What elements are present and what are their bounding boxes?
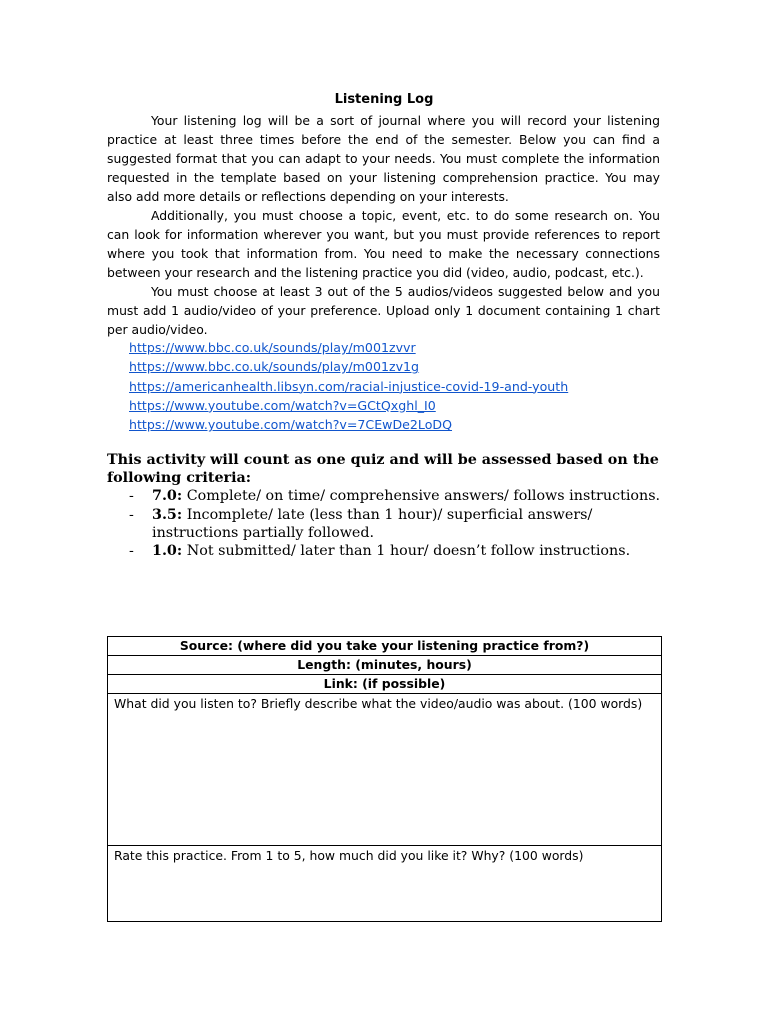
criteria-heading: This activity will count as one quiz and will be assessed based on the following criteria: [107,452,659,487]
link-youtube-2[interactable]: https://www.youtube.com/watch?v=7CEwDe2LoDQ [129,417,453,433]
criteria-list [107,487,667,560]
list-dash: - [129,543,134,560]
criteria-item [107,542,667,560]
list-dash: - [129,506,134,523]
intro-text [107,111,660,339]
source-cell: Source: (where did you take your listening practice from?) [108,637,662,656]
link-bbc-m001zv1g[interactable]: https://www.bbc.co.uk/sounds/play/m001zv1g [129,359,420,375]
document-title: Listening Log [334,92,434,107]
link-americanhealth[interactable]: https://americanhealth.libsyn.com/racial-injustice-covid-19-and-youth [129,378,569,394]
criteria-text: Incomplete/ late (less than 1 hour)/ superficial answers/ instructions partially followed. [152,506,593,541]
list-dash: - [129,488,134,505]
listening-log-table [107,636,662,922]
length-cell: Length: (minutes, hours) [108,656,662,675]
link-youtube-1[interactable]: https://www.youtube.com/watch?v=GCtQxghl_I0 [129,397,436,413]
intro-paragraph: Your listening log will be a sort of journal where you will record your listening practice at least three times before the end of the semester. Below you can find a suggested format that you can adapt to your needs. You must complete the information requested in the template based on your listening comprehension practice. You may also add more details or reflections depending on your interests. [107,113,660,204]
resource-links [129,338,568,434]
criteria-text: Not submitted/ later than 1 hour/ doesn’t follow instructions. [182,543,631,560]
intro-paragraph: You must choose at least 3 out of the 5 audios/videos suggested below and you must add 1 audio/video of your preference. Upload only 1 document containing 1 chart per audio/video. [107,284,660,337]
rating-cell: Rate this practice. From 1 to 5, how much did you like it? Why? (100 words) [108,846,662,922]
criteria-text: Complete/ on time/ comprehensive answers/ follows instructions. [182,488,661,505]
criteria-item [107,506,667,542]
criteria-item [107,487,667,505]
description-cell: What did you listen to? Briefly describe what the video/audio was about. (100 words) [108,694,662,846]
criteria-score: 3.5: [152,506,183,523]
criteria-score: 1.0: [152,543,183,560]
link-cell: Link: (if possible) [108,675,662,694]
link-bbc-m001zvvr[interactable]: https://www.bbc.co.uk/sounds/play/m001zvvr [129,340,416,355]
assessment-criteria [107,451,667,560]
criteria-score: 7.0: [152,488,183,505]
intro-paragraph: Additionally, you must choose a topic, event, etc. to do some research on. You can look for information wherever you want, but you must provide references to report where you took that information from. You need to make the necessary connections between your research and the listening practice you did (video, audio, podcast, etc.). [107,208,660,280]
